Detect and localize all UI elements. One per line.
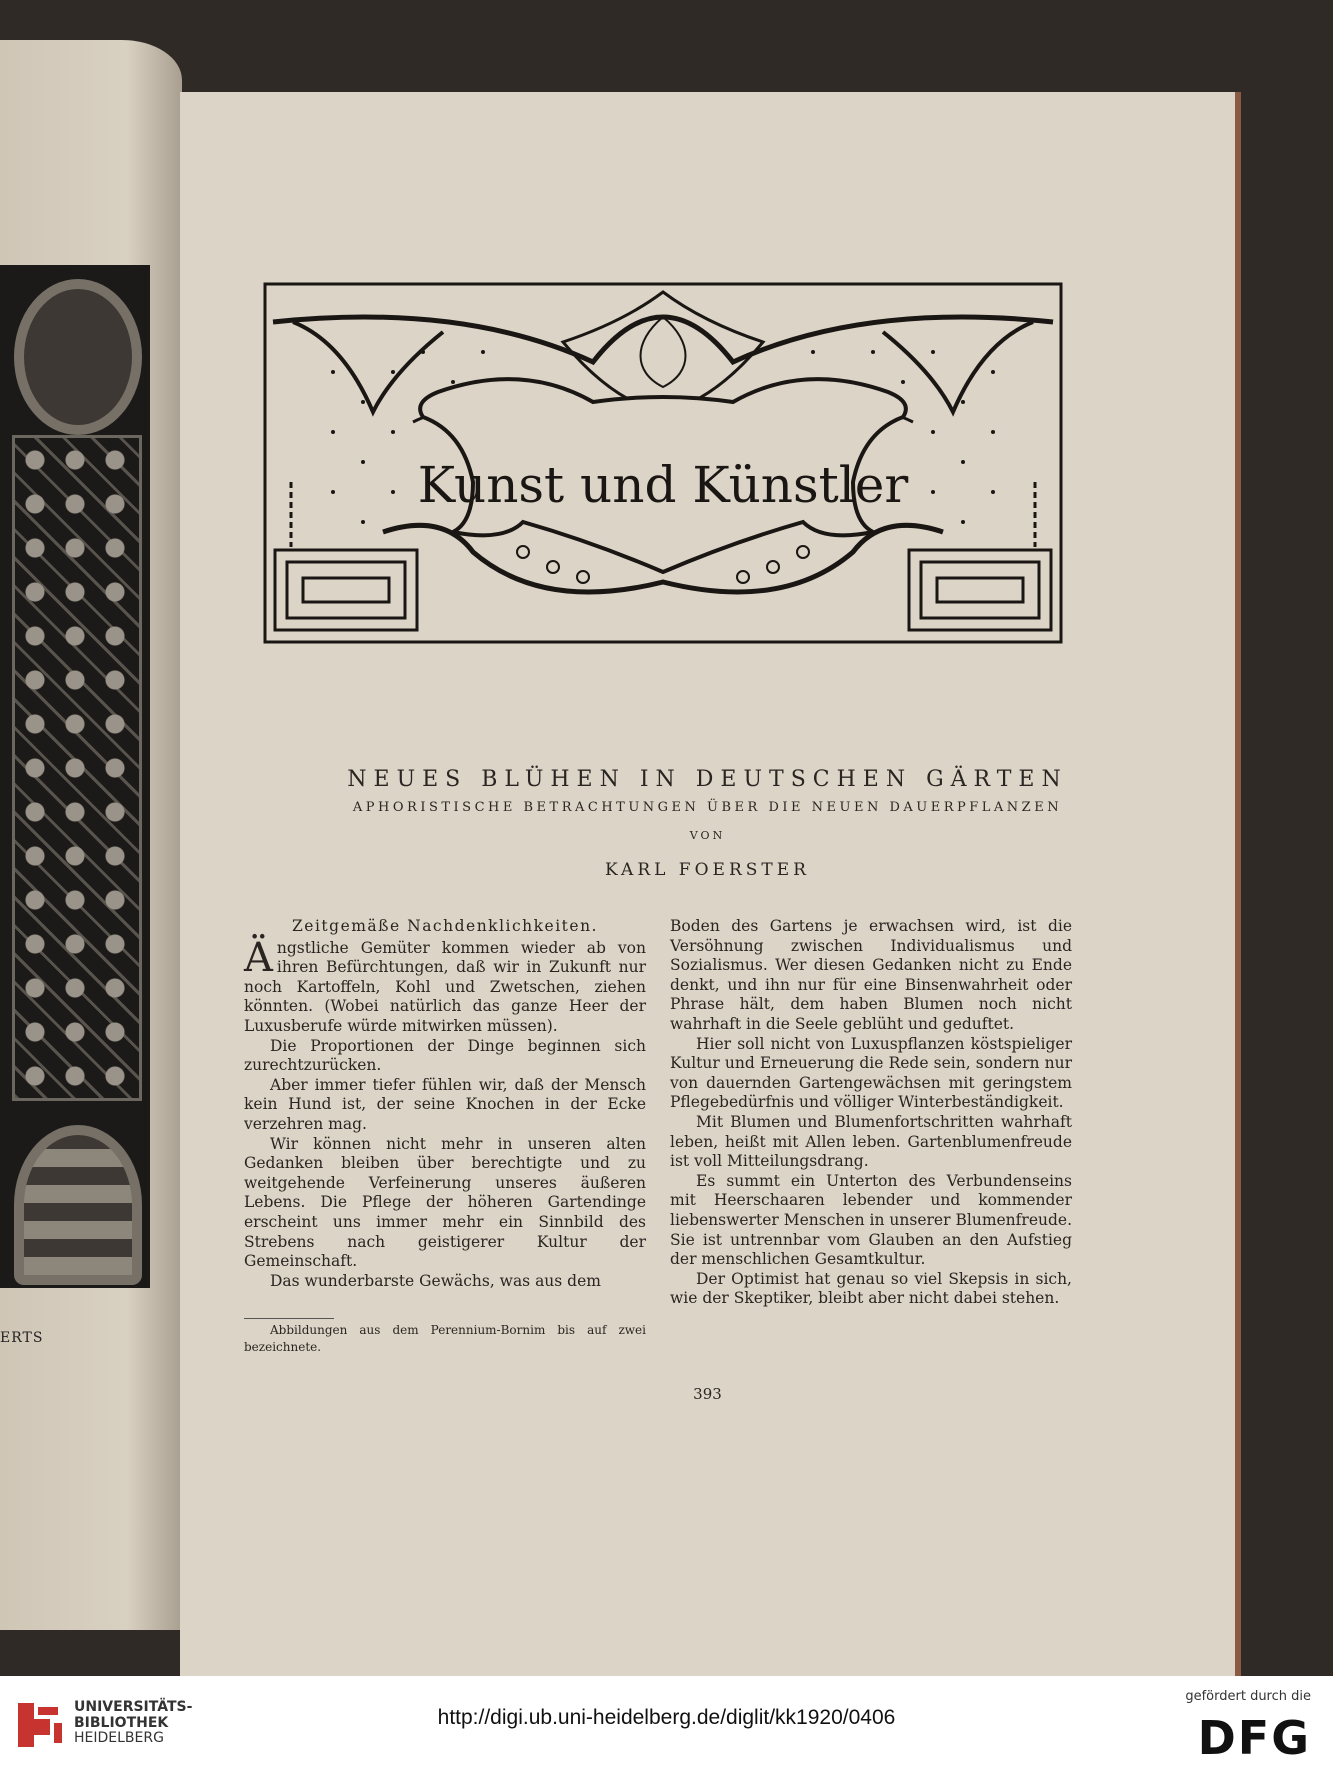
funding-label: gefördert durch die: [1185, 1689, 1311, 1704]
paragraph: Es summt ein Unterton des Verbundenseins mit Heerschaaren lebender und kommender liebenswerter Menschen in unserer Blumenfreude. Sie ist untrennbar vom Glauben an den Aufstieg der menschlichen Gesamtkultur.: [670, 1171, 1072, 1269]
drop-cap: Ä: [244, 934, 273, 981]
paragraph: Der Optimist hat genau so viel Skepsis in sich, wie der Skeptiker, bleibt aber nicht dabei stehen.: [670, 1269, 1072, 1308]
header-ornament-title: Kunst und Künstler: [417, 456, 909, 514]
library-name-line: HEIDELBERG: [74, 1730, 164, 1746]
text-column-right: [670, 917, 1072, 1309]
paragraph: Wir können nicht mehr in unseren alten Gedanken bleiben über berechtigte und zu weitgehende Verfeinerung unseres äußeren Lebens. Die Pflege der höheren Gartendinge erscheint uns immer mehr ein Sinnbild des Strebens nach geistigerer Kultur der Gemeinschaft.: [244, 1134, 646, 1271]
article-author: KARL FOERSTER: [605, 860, 810, 880]
left-page-caption: ERTS: [0, 1330, 44, 1346]
paragraph: Boden des Gartens je erwachsen wird, ist die Versöhnung zwischen Individualismus und Sozialismus. Wer diesen Gedanken nicht zu Ende denkt, und ihn nur für eine Binsenwahrheit oder Phrase hält, dem haben Blumen noch nicht wahrhaft in die Seele geblüht und geduftet.: [670, 917, 1072, 1033]
viewer-footer: [0, 1676, 1333, 1773]
paragraph: Mit Blumen und Blumenfortschritten wahrhaft leben, heißt mit Allen leben. Gartenblumenfreude ist voll Mitteilungsdrang.: [670, 1112, 1072, 1171]
book-edge: [1235, 92, 1241, 1676]
article-subtitle: APHORISTISCHE BETRACHTUNGEN ÜBER DIE NEUEN DAUERPFLANZEN: [352, 800, 1063, 815]
paragraph: Das wunderbarste Gewächs, was aus dem: [270, 1271, 601, 1290]
article-title: NEUES BLÜHEN IN DEUTSCHEN GÄRTEN: [347, 767, 1068, 792]
header-ornament: [263, 282, 1063, 644]
header-ornament-drawing: [263, 282, 1063, 644]
left-page-ornament: [0, 265, 150, 1288]
dfg-logo[interactable]: DFG: [1197, 1711, 1311, 1765]
library-name-line: BIBLIOTHEK: [74, 1714, 169, 1731]
permalink-url[interactable]: http://digi.ub.uni-heidelberg.de/diglit/kk1920/0406: [437, 1706, 896, 1729]
library-name-line: UNIVERSITÄTS-: [74, 1699, 193, 1715]
section-heading: Zeitgemäße Nachdenklichkeiten.: [292, 917, 598, 935]
ornament-roundel-top: [14, 279, 142, 435]
ornament-roundel-bottom: [14, 1125, 142, 1285]
ornament-pattern: [12, 435, 142, 1101]
paragraph: Aber immer tiefer fühlen wir, daß der Mensch kein Hund ist, der seine Knochen in der Ecke verzehren mag.: [244, 1075, 646, 1133]
paragraph: Die Proportionen der Dinge beginnen sich zurechtzurücken.: [244, 1036, 646, 1075]
paragraph: Hier soll nicht von Luxuspflanzen köstspieliger Kultur und Erneuerung die Rede sein, sondern nur von dauernden Gartengewächsen mit geringstem Pflegebedürfnis und völliger Winterbeständigkeit.: [670, 1034, 1072, 1112]
paragraph: [244, 934, 646, 1037]
text-column-left: [244, 917, 646, 1291]
paragraph-text: ngstliche Gemüter kommen wieder ab von ihren Befürchtungen, daß wir in Zukunft nur noch Kartoffeln, Kohl und Zwetschen, ziehen könnten. (Wobei natürlich das ganze Heer der Luxusberufe würde mitwirken müssen).: [244, 938, 646, 1035]
footnote-rule: [244, 1318, 334, 1319]
footnote: Abbildungen aus dem Perennium-Bornim bis auf zwei bezeichnete.: [244, 1323, 646, 1354]
article-by-label: VON: [689, 829, 726, 842]
page-number: 393: [693, 1385, 722, 1403]
